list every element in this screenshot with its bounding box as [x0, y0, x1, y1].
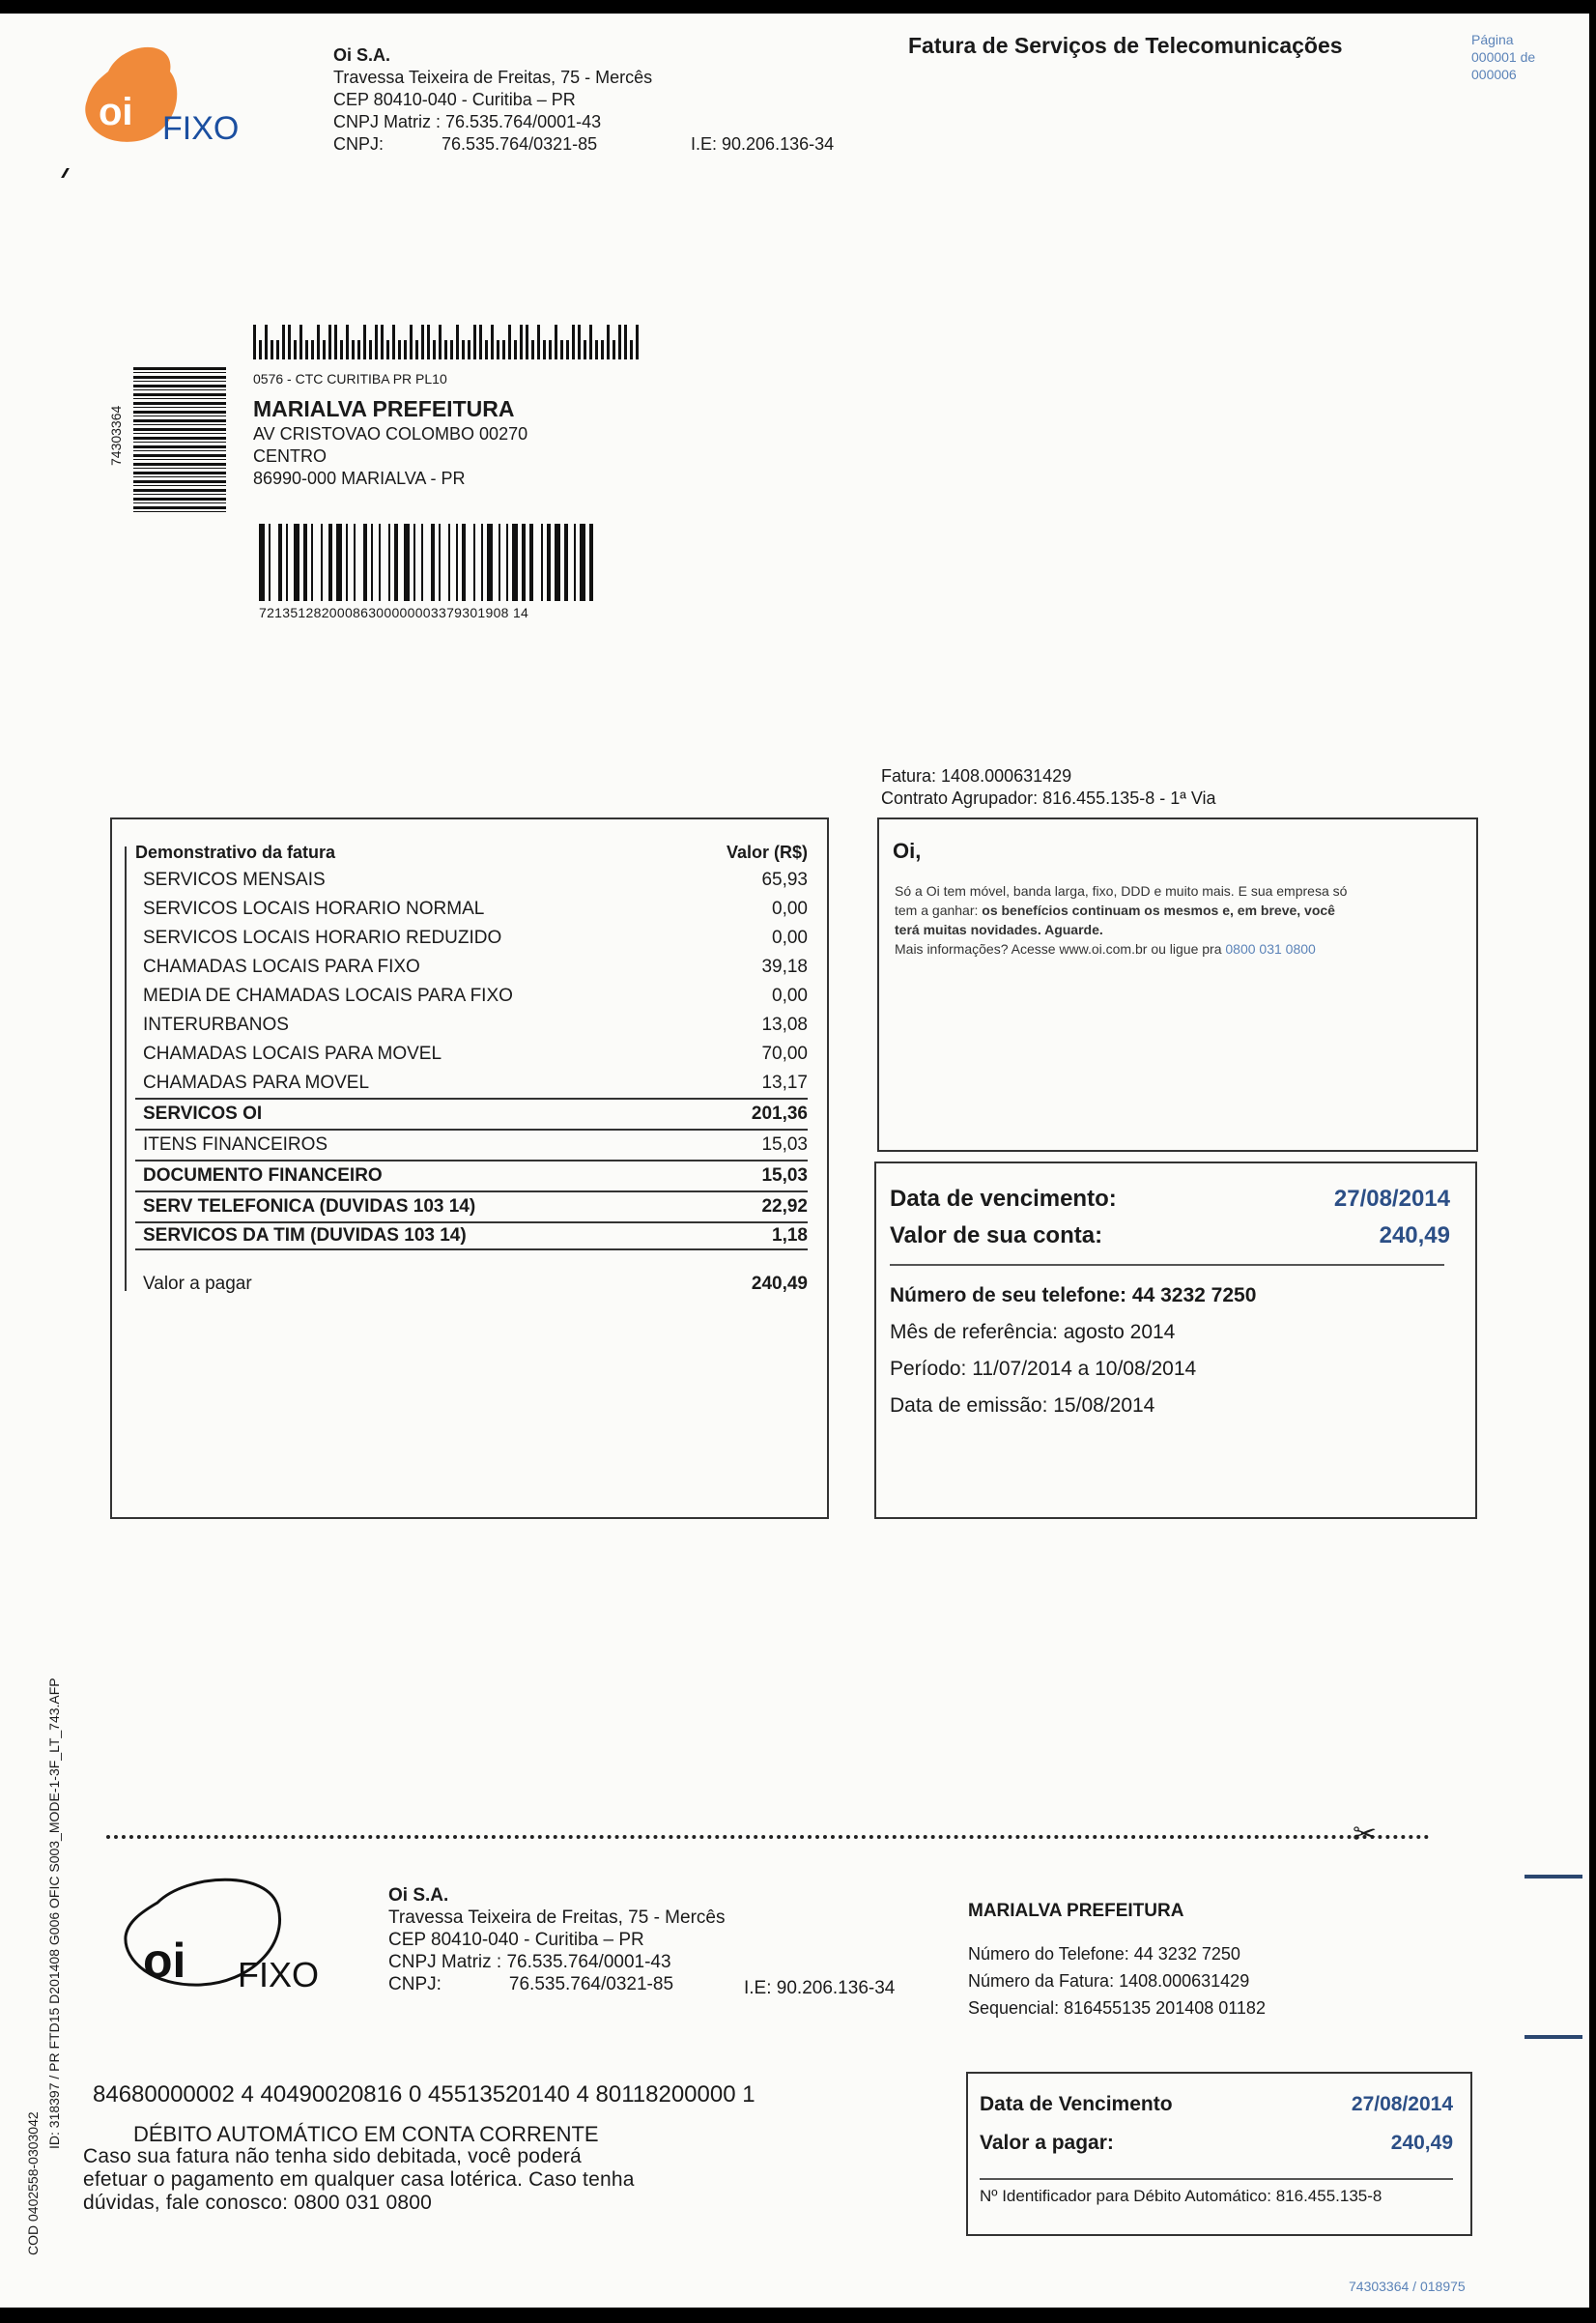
oi-logo-icon	[114, 1869, 346, 2004]
recipient-district: CENTRO	[253, 446, 327, 466]
barcode-bar	[439, 325, 442, 359]
barcode-bar	[572, 325, 575, 359]
barcode-bar	[421, 524, 423, 601]
vertical-code: 74303364	[108, 405, 124, 466]
document-title: Fatura de Serviços de Telecomunicações	[908, 33, 1343, 58]
route-line: 0576 - CTC CURITIBA PR PL10	[253, 371, 447, 387]
stub-phone-number: Número do Telefone: 44 3232 7250	[968, 1944, 1240, 1964]
barcode-bar	[394, 524, 398, 601]
row-label: SERV TELEFONICA (DUVIDAS 103 14)	[143, 1196, 476, 1217]
logo-product-text: FIXO	[162, 110, 240, 147]
barcode-bar	[481, 524, 483, 601]
amount-label: Valor de sua conta:	[890, 1222, 1103, 1248]
postal-barcode	[253, 321, 641, 359]
barcode-bar	[506, 524, 508, 601]
barcode-bar	[514, 340, 517, 359]
billing-period: Período: 11/07/2014 a 10/08/2014	[890, 1358, 1197, 1380]
row-label: SERVICOS MENSAIS	[143, 870, 326, 890]
row-value: 0,00	[772, 899, 808, 919]
row-value: 39,18	[761, 957, 808, 977]
barcode-bar	[305, 340, 308, 359]
barcode-bar	[404, 524, 410, 601]
message-greeting: Oi,	[893, 839, 922, 863]
statement-title: Demonstrativo da fatura	[135, 843, 336, 862]
barcode-bar	[259, 524, 265, 601]
stub-due-label: Data de Vencimento	[980, 2093, 1173, 2115]
barcode-bar	[415, 340, 418, 359]
table-row	[135, 924, 808, 953]
stub-cnpj-matriz: CNPJ Matriz : 76.535.764/0001-43	[388, 1952, 671, 1972]
due-box	[874, 1162, 1477, 1519]
table-row	[135, 982, 808, 1011]
barcode-bar	[421, 325, 424, 359]
debit-title: DÉBITO AUTOMÁTICO EM CONTA CORRENTE	[133, 2122, 599, 2146]
barcode-bar	[323, 340, 326, 359]
barcode-bar	[508, 325, 511, 359]
barcode-bar	[543, 340, 546, 359]
row-value: 1,18	[772, 1225, 808, 1246]
scissors-icon: ✂	[1353, 1819, 1378, 1850]
message-line: tem a ganhar:	[895, 903, 979, 918]
barcode-bar	[431, 524, 435, 601]
total-value: 240,49	[751, 1274, 808, 1294]
row-value: 70,00	[761, 1044, 808, 1064]
row-label: CHAMADAS LOCAIS PARA MOVEL	[143, 1044, 442, 1064]
barcode-bar	[354, 524, 356, 601]
row-label: SERVICOS OI	[143, 1104, 263, 1124]
stub-ie: I.E: 90.206.136-34	[744, 1978, 896, 1998]
side-code-cod: COD 0402558-0303042	[25, 2111, 41, 2255]
barcode-bar	[346, 325, 349, 359]
barcode-bar	[479, 325, 482, 359]
barcode-bar	[485, 340, 488, 359]
barcode-bar	[357, 340, 360, 359]
company-name: Oi S.A.	[333, 45, 391, 65]
message-line: Mais informações? Acesse www.oi.com.br ou ligue pra	[895, 941, 1222, 957]
barcode-bar	[369, 340, 372, 359]
logo-brand-text: oi	[99, 91, 133, 133]
debit-text-line: Caso sua fatura não tenha sido debitada, você poderá	[83, 2145, 582, 2167]
right-edge-mark	[1525, 2035, 1582, 2039]
recipient-street: AV CRISTOVAO COLOMBO 00270	[253, 424, 528, 444]
barcode-bar	[311, 340, 314, 359]
due-date-label: Data de vencimento:	[890, 1186, 1117, 1212]
stub-company-info	[388, 1884, 725, 1995]
barcode-bar	[303, 524, 307, 601]
row-value: 15,03	[761, 1165, 808, 1186]
table-row	[135, 1100, 808, 1131]
barcode-bar	[555, 524, 560, 601]
amount-value: 240,49	[1379, 1222, 1450, 1248]
message-box	[877, 817, 1478, 1152]
table-row	[135, 1131, 808, 1162]
barcode-bar	[375, 325, 378, 359]
stub-sequence: Sequencial: 816455135 201408 01182	[968, 1998, 1266, 2018]
barcode-bar	[439, 524, 441, 601]
table-row	[135, 1040, 808, 1069]
barcode-bar	[321, 524, 323, 601]
total-label: Valor a pagar	[143, 1274, 252, 1294]
barcode-bar	[271, 340, 273, 359]
stub-amount-label: Valor a pagar:	[980, 2132, 1114, 2154]
barcode-bar	[317, 325, 320, 359]
row-label: DOCUMENTO FINANCEIRO	[143, 1165, 383, 1186]
statement-box	[110, 817, 829, 1519]
stub-customer-name: MARIALVA PREFEITURA	[968, 1901, 1184, 1921]
barcode-bar	[444, 340, 447, 359]
company-ie: I.E: 90.206.136-34	[691, 134, 835, 154]
message-line: terá muitas novidades. Aguarde.	[895, 922, 1103, 937]
stub-customer-info	[968, 1900, 1266, 2022]
stub-oi-logo	[114, 1869, 346, 2004]
message-line: Só a Oi tem móvel, banda larga, fixo, DDD e muito mais. E sua empresa só	[895, 883, 1348, 899]
barcode-bar	[624, 325, 627, 359]
barcode-bar	[265, 325, 268, 359]
barcode-bar	[584, 340, 586, 359]
debit-text-line: dúvidas, fale conosco: 0800 031 0800	[83, 2192, 432, 2214]
recipient-name: MARIALVA PREFEITURA	[253, 396, 515, 421]
barcode-bar	[410, 325, 413, 359]
company-address: Travessa Teixeira de Freitas, 75 - Mercês	[333, 68, 653, 87]
barcode-bar	[259, 340, 262, 359]
stub-due-box	[966, 2072, 1472, 2236]
barcode-bar	[607, 325, 610, 359]
recipient-city: 86990-000 MARIALVA - PR	[253, 469, 466, 488]
row-label: SERVICOS DA TIM (DUVIDAS 103 14)	[143, 1225, 467, 1246]
barcode-bar	[269, 524, 271, 601]
barcode-bar	[499, 524, 500, 601]
reference-month: Mês de referência: agosto 2014	[890, 1321, 1176, 1343]
barcode-bar	[462, 340, 465, 359]
side-code-id: ID: 318397 / PR FTD15 D201408 G006 OFIC S003_MODE-1-3F_LT_743.AFP	[46, 1678, 62, 2149]
invoice-page	[0, 14, 1589, 2308]
page-indicator	[1471, 31, 1535, 83]
table-row	[135, 895, 808, 924]
cut-line	[106, 1835, 1430, 1839]
barcode-bar	[522, 524, 526, 601]
barcode-bar	[328, 524, 332, 601]
barcode-bar	[398, 340, 401, 359]
table-row	[135, 1192, 808, 1223]
company-info	[333, 44, 652, 156]
table-row	[135, 1223, 808, 1250]
page-total: 000006	[1471, 67, 1517, 82]
barcode-bar	[352, 340, 355, 359]
row-value: 201,36	[751, 1104, 808, 1124]
barcode-bar	[334, 325, 337, 359]
value-header: Valor (R$)	[726, 843, 808, 862]
stub-company-cep: CEP 80410-040 - Curitiba – PR	[388, 1930, 644, 1950]
barcode-bar	[311, 524, 313, 601]
barcode-bar	[340, 340, 343, 359]
barcode-bar	[388, 524, 390, 601]
barcode-bar	[541, 524, 543, 601]
address-barcode	[259, 524, 686, 601]
row-value: 0,00	[772, 986, 808, 1006]
stub-company-address: Travessa Teixeira de Freitas, 75 - Mercês	[388, 1907, 726, 1928]
barcode-bar	[386, 340, 389, 359]
barcode-bar	[589, 524, 593, 601]
barcode-bar	[336, 524, 342, 601]
stub-cnpj-value: 76.535.764/0321-85	[508, 1974, 674, 1994]
barcode-bar	[450, 340, 453, 359]
row-label: SERVICOS LOCAIS HORARIO NORMAL	[143, 899, 485, 919]
digitable-line: 84680000002 4 40490020816 0 45513520140 4 80118200000 1	[93, 2081, 755, 2108]
page-label: Página	[1471, 32, 1514, 47]
mark-icon	[61, 168, 79, 178]
barcode-bar	[371, 524, 373, 601]
barcode-bar	[502, 340, 505, 359]
barcode-bar	[566, 340, 569, 359]
row-value: 15,03	[761, 1134, 808, 1155]
stub-company-name: Oi S.A.	[388, 1885, 449, 1906]
stub-due-value: 27/08/2014	[1351, 2093, 1453, 2115]
barcode-bar	[427, 325, 430, 359]
barcode-bar	[578, 325, 581, 359]
row-label: ITENS FINANCEIROS	[143, 1134, 328, 1155]
barcode-bar	[473, 325, 476, 359]
phone-label: Número de seu telefone:	[890, 1284, 1127, 1306]
barcode-bar	[294, 524, 299, 601]
barcode-bar	[286, 524, 288, 601]
row-value: 13,17	[761, 1073, 808, 1093]
row-label: CHAMADAS PARA MOVEL	[143, 1073, 370, 1093]
message-text	[895, 881, 1465, 959]
stub-debit-id: Nº Identificador para Débito Automático: 816.455.135-8	[980, 2187, 1382, 2205]
barcode-bar	[473, 524, 475, 601]
stub-cnpj-label: CNPJ:	[388, 1974, 442, 1994]
barcode-bar	[253, 325, 256, 359]
invoice-number: Fatura: 1408.000631429	[881, 766, 1072, 786]
oi-fixo-logo	[70, 33, 263, 158]
row-label: INTERURBANOS	[143, 1015, 289, 1035]
row-value: 22,92	[761, 1196, 808, 1217]
barcode-bar	[456, 325, 459, 359]
barcode-bar	[497, 340, 499, 359]
barcode-bar	[537, 325, 540, 359]
barcode-bar	[549, 340, 552, 359]
barcode-bar	[574, 524, 576, 601]
company-cnpj-matriz: CNPJ Matriz : 76.535.764/0001-43	[333, 112, 602, 131]
barcode-bar	[413, 524, 415, 601]
debit-text-line: efetuar o pagamento em qualquer casa lotérica. Caso tenha	[83, 2168, 635, 2191]
barcode-bar	[278, 524, 282, 601]
table-row	[135, 1162, 808, 1192]
barcode-bar	[589, 325, 592, 359]
barcode-bar	[560, 340, 563, 359]
contract-number: Contrato Agrupador: 816.455.135-8 - 1ª Via	[881, 789, 1216, 808]
barcode-bar	[630, 340, 633, 359]
barcode-bar	[529, 524, 533, 601]
issue-date: Data de emissão: 15/08/2014	[890, 1394, 1155, 1417]
barcode-bar	[282, 325, 285, 359]
company-cnpj-value: 76.535.764/0321-85	[442, 134, 598, 154]
table-row	[135, 866, 808, 895]
barcode-bar	[346, 524, 348, 601]
page-current: 000001 de	[1471, 49, 1536, 65]
total-row	[135, 1270, 808, 1299]
barcode-bar	[392, 325, 395, 359]
recipient-address	[253, 369, 527, 490]
barcode-bar	[595, 340, 598, 359]
row-value: 0,00	[772, 928, 808, 948]
barcode-bar	[328, 325, 331, 359]
barcode-bar	[379, 524, 381, 601]
table-row	[135, 1011, 808, 1040]
row-label: MEDIA DE CHAMADAS LOCAIS PARA FIXO	[143, 986, 513, 1006]
statement-items	[135, 866, 808, 1100]
stub-amount-value: 240,49	[1390, 2132, 1453, 2154]
side-2d-barcode	[133, 367, 226, 514]
barcode-bar	[520, 325, 523, 359]
barcode-bar	[294, 340, 297, 359]
barcode-bar	[288, 325, 291, 359]
row-value: 65,93	[761, 870, 808, 890]
stub-logo-product: FIXO	[238, 1955, 320, 1994]
invoice-reference	[881, 765, 1216, 810]
footer-code: 74303364 / 018975	[1349, 2279, 1466, 2294]
barcode-bar	[564, 524, 568, 601]
barcode-bar	[276, 340, 279, 359]
barcode-bar	[531, 340, 534, 359]
barcode-bar	[512, 524, 518, 601]
oi-logo-icon	[70, 33, 263, 158]
debit-text	[83, 2145, 635, 2215]
row-label: CHAMADAS LOCAIS PARA FIXO	[143, 957, 420, 977]
company-cnpj-label: CNPJ:	[333, 134, 385, 154]
barcode-bar	[491, 325, 494, 359]
company-cep: CEP 80410-040 - Curitiba – PR	[333, 90, 576, 109]
barcode-bar	[448, 524, 450, 601]
barcode-bar	[613, 340, 615, 359]
due-date-value: 27/08/2014	[1333, 1186, 1450, 1212]
table-row	[135, 1069, 808, 1100]
barcode-bar	[555, 325, 557, 359]
barcode-bar	[456, 524, 458, 601]
stub-logo-brand: oi	[143, 1934, 186, 1988]
barcode-bar	[404, 340, 407, 359]
barcode-bar	[547, 524, 551, 601]
address-barcode-number: 72135128200086300000003379301908 14	[259, 605, 529, 620]
barcode-bar	[580, 524, 585, 601]
barcode-bar	[526, 325, 528, 359]
barcode-bar	[433, 340, 436, 359]
barcode-bar	[363, 524, 367, 601]
right-edge-mark	[1525, 1875, 1582, 1878]
barcode-bar	[462, 524, 466, 601]
message-highlight: os benefícios continuam os mesmos e, em breve, você	[982, 903, 1335, 918]
barcode-bar	[487, 524, 493, 601]
barcode-bar	[601, 340, 604, 359]
table-row	[135, 953, 808, 982]
barcode-bar	[381, 325, 384, 359]
barcode-bar	[636, 325, 639, 359]
barcode-bar	[299, 325, 302, 359]
barcode-bar	[618, 325, 621, 359]
message-phone: 0800 031 0800	[1225, 941, 1316, 957]
row-label: SERVICOS LOCAIS HORARIO REDUZIDO	[143, 928, 502, 948]
row-value: 13,08	[761, 1015, 808, 1035]
stub-invoice-number: Número da Fatura: 1408.000631429	[968, 1971, 1250, 1991]
phone-value: 44 3232 7250	[1131, 1284, 1257, 1306]
barcode-bar	[363, 325, 366, 359]
barcode-bar	[468, 340, 470, 359]
